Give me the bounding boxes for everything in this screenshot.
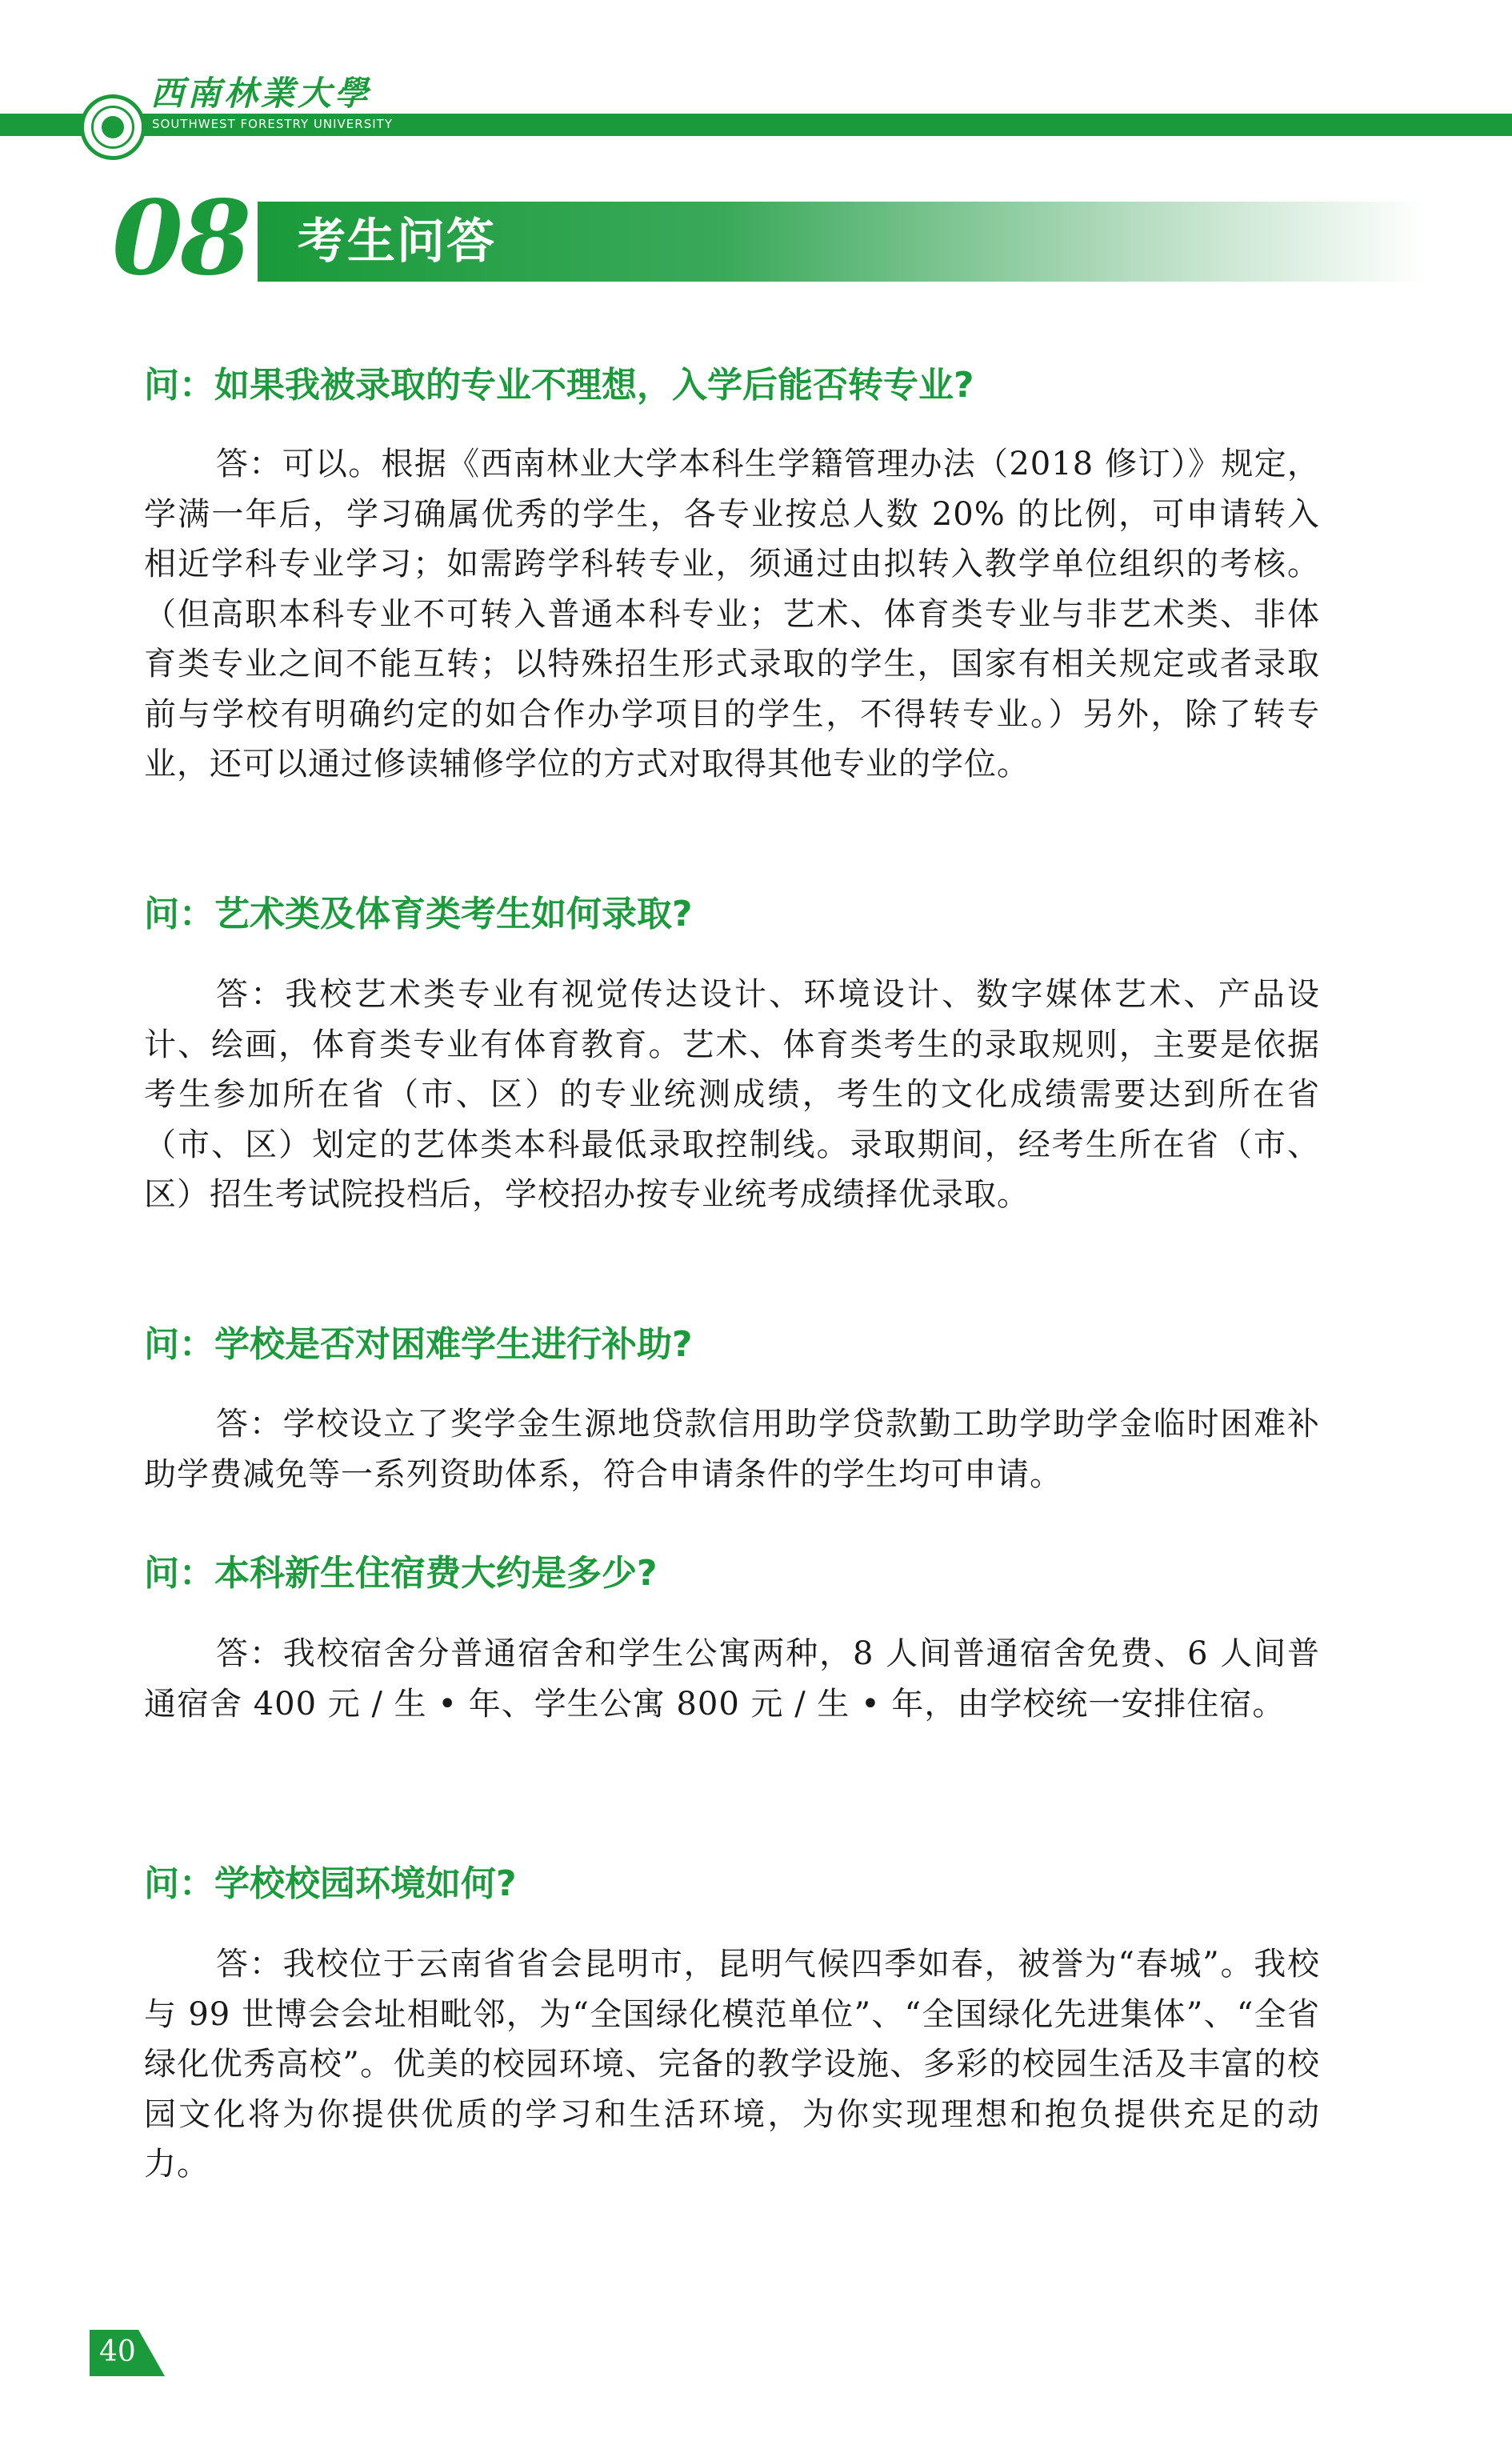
university-name-cn: 西南林業大學 — [150, 74, 372, 113]
answer-2: 答：我校艺术类专业有视觉传达设计、环境设计、数字媒体艺术、产品设计、绘画，体育类专业有体育教育。艺术、体育类考生的录取规则，主要是依据考生参加所在省（市、区）的专业统测成绩，考生的文化成绩需要达到所在省（市、区）划定的艺体类本科最低录取控制线。录取期间，经考生所在省（市、区）招生考试院投档后，学校招办按专业统考成绩择优录取。 — [144, 976, 1320, 1213]
answer-4: 答：我校宿舍分普通宿舍和学生公寓两种，8 人间普通宿舍免费、6 人间普通宿舍 400 元 / 生 • 年、学生公寓 800 元 / 生 • 年，由学校统一安排住宿。 — [144, 1635, 1320, 1723]
section-title: 考生问答 — [298, 214, 496, 270]
question-5: 问：学校校园环境如何? — [144, 1863, 517, 1904]
answer-1: 答：可以。根据《西南林业大学本科生学籍管理办法（2018 修订）》规定，学满一年后，学习确属优秀的学生，各专业按总人数 20% 的比例，可申请转入相近学科专业学习；如需跨学科转专业，须通过由拟转入教学单位组织的考核。（但高职本科专业不可转入普通本科专业；艺术、体育类专业与非艺术类、非体育类专业之间不能互转；以特殊招生形式录取的学生，国家有相关规定或者录取前与学校有明确约定的如合作办学项目的学生，不得转专业。）另外，除了转专业，还可以通过修读辅修学位的方式对取得其他专业的学位。 — [144, 446, 1320, 782]
university-seal-icon — [80, 94, 146, 160]
page-number: 40 — [99, 2335, 136, 2368]
answer-3: 答：学校设立了奖学金生源地贷款信用助学贷款勤工助学助学金临时困难补助学费减免等一系列资助体系，符合申请条件的学生均可申请。 — [144, 1406, 1320, 1493]
question-3: 问：学校是否对困难学生进行补助? — [144, 1324, 693, 1365]
question-2: 问：艺术类及体育类考生如何录取? — [144, 894, 693, 934]
section-number: 08 — [112, 178, 249, 298]
question-1: 问：如果我被录取的专业不理想，入学后能否转专业? — [144, 365, 974, 406]
question-4: 问：本科新生住宿费大约是多少? — [144, 1553, 658, 1594]
answer-5: 答：我校位于云南省省会昆明市，昆明气候四季如春，被誉为“春城”。我校与 99 世博会会址相毗邻，为“全国绿化模范单位”、“全国绿化先进集体”、“全省绿化优秀高校”。优美的校园环境、完备的教学设施、多彩的校园生活及丰富的校园文化将为你提供优质的学习和生活环境，为你实现理想和抱负提供充足的动力。 — [144, 1946, 1320, 2183]
university-name-en: SOUTHWEST FORESTRY UNIVERSITY — [152, 117, 393, 131]
